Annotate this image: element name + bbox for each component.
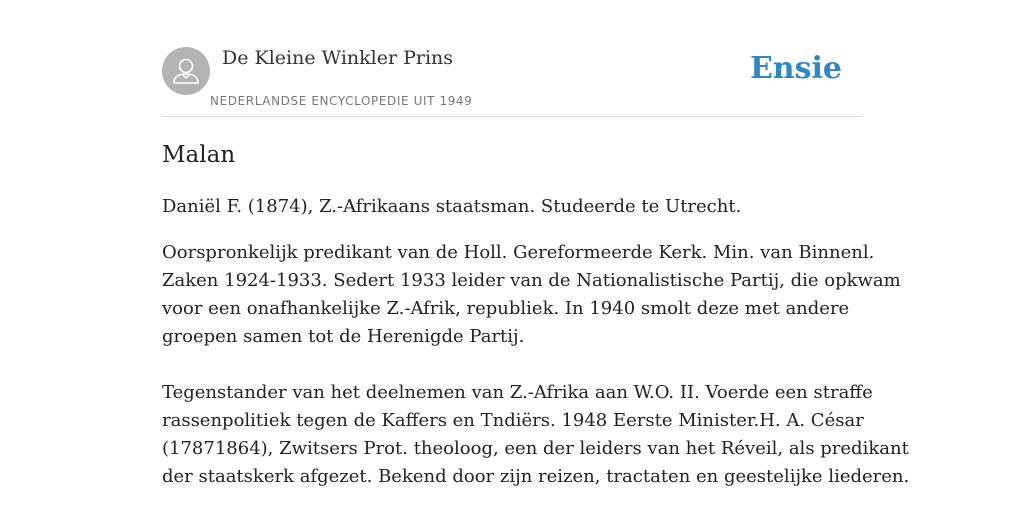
text-line: (17871864), Zwitsers Prot. theoloog, een der leiders van het Réveil, als predikant [162, 438, 909, 459]
user-icon [162, 47, 210, 95]
brand-logo[interactable]: Ensie [749, 51, 842, 86]
page [162, 0, 910, 512]
entry-title: Malan [162, 142, 236, 168]
text-line: Zaken 1924-1933. Sedert 1933 leider van de Nationalistische Partij, die opkwam [162, 270, 901, 291]
text-line: voor een onafhankelijke Z.-Afrik, republiek. In 1940 smolt deze met andere [162, 298, 850, 319]
source-header [162, 0, 862, 117]
source-title[interactable]: De Kleine Winkler Prins [222, 47, 454, 69]
entry-paragraph [162, 379, 910, 491]
text-line: rassenpolitiek tegen de Kaffers en Tndiërs. 1948 Eerste Minister.H. A. César [162, 410, 864, 431]
entry-paragraph [162, 239, 901, 351]
text-line: Tegenstander van het deelnemen van Z.-Afrika aan W.O. II. Voerde een straffe [162, 382, 873, 403]
entry-lead: Daniël F. (1874), Z.-Afrikaans staatsman. Studeerde te Utrecht. [162, 196, 742, 217]
text-line: groepen samen tot de Herenigde Partij. [162, 326, 525, 347]
text-line: Oorspronkelijk predikant van de Holl. Gereformeerde Kerk. Min. van Binnenl. [162, 242, 875, 263]
source-subtitle: NEDERLANDSE ENCYCLOPEDIE UIT 1949 [210, 94, 473, 108]
text-line: der staatskerk afgezet. Bekend door zijn reizen, tractaten en geestelijke liederen. [162, 466, 910, 487]
avatar [162, 47, 210, 95]
entry-body [162, 239, 910, 519]
